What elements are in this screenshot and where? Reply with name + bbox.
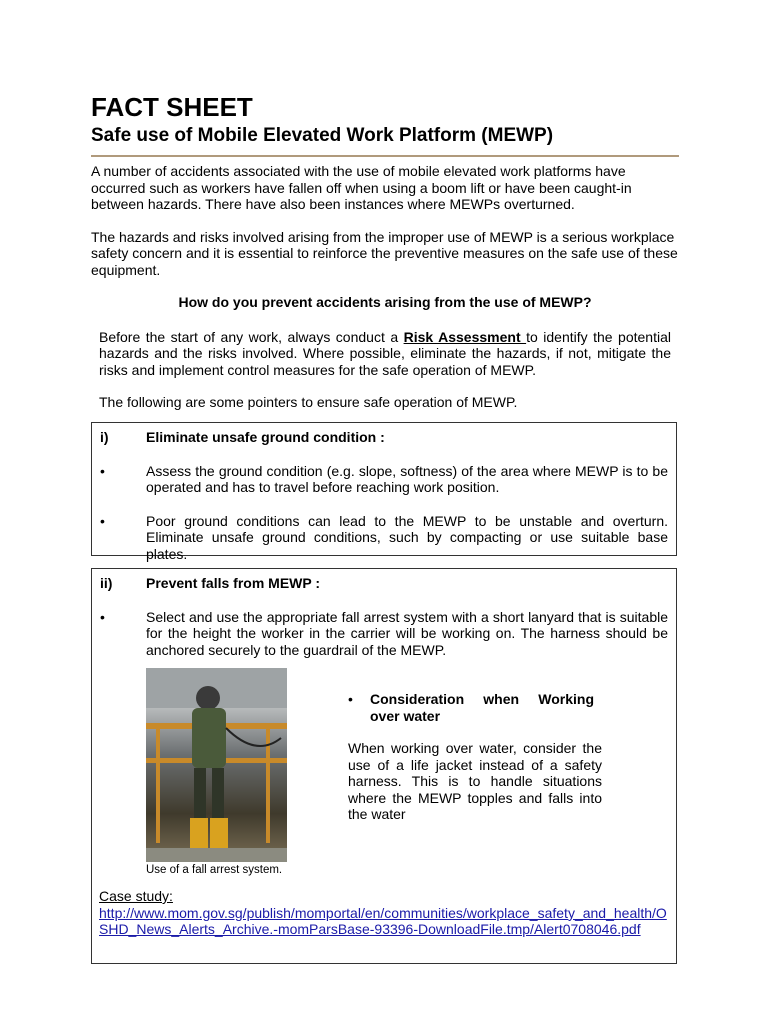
question-heading: How do you prevent accidents arising from the use of MEWP? (178, 294, 592, 310)
page-subtitle: Safe use of Mobile Elevated Work Platform (MEWP) (91, 125, 554, 146)
photo-caption: Use of a fall arrest system. (146, 864, 283, 876)
fall-arrest-photo (146, 668, 287, 862)
section-1-bullet-1: Assess the ground condition (e.g. slope, softness) of the area where MEWP is to be operated and has to travel before reaching work position. (146, 462, 668, 495)
intro-paragraph-1: A number of accidents associated with the use of mobile elevated work platforms have occurred such as workers have fallen off when using a boom lift or have been caught-in between hazards. There have also been instances where MEWPs overturned. (91, 163, 632, 212)
intro-paragraph-2: The hazards and risks involved arising from the improper use of MEWP is a serious workplace safety concern and it is essential to reinforce the preventive measures on the safe use of these equipment. (91, 228, 678, 278)
section-1-heading: Eliminate unsafe ground condition : (146, 429, 385, 445)
bullet-icon: • (348, 691, 353, 707)
section-1-heading-row (92, 429, 676, 446)
title-divider (91, 155, 679, 157)
document (91, 92, 679, 411)
list-item (92, 513, 676, 563)
section-2-heading: Prevent falls from MEWP : (146, 575, 321, 591)
section-1-number: i) (100, 429, 109, 445)
risk-paragraph (91, 329, 679, 379)
risk-assessment-link[interactable]: Risk Assessment (403, 328, 527, 345)
list-item (92, 609, 676, 659)
section-2-heading-row (92, 575, 676, 592)
side-heading-row (348, 691, 602, 724)
case-study-link[interactable]: http://www.mom.gov.sg/publish/momportal/en/communities/workplace_safety_and_health/OSHD_News_Alerts_Archive.-momParsBase-93396-DownloadFile.tmp/Alert0708046.pdf (99, 904, 667, 937)
bullet-icon: • (100, 512, 105, 529)
bullet-icon: • (100, 608, 105, 625)
section-2-number: ii) (100, 575, 113, 591)
risk-text-before: Before the start of any work, always conduct a (99, 328, 404, 345)
section-1-bullet-2: Poor ground conditions can lead to the MEWP to be unstable and overturn. Eliminate unsafe ground conditions, such by compacting or use suitable base plates. (146, 512, 668, 562)
page-title: FACT SHEET (91, 92, 253, 122)
side-note (348, 691, 602, 823)
bullet-icon: • (100, 462, 105, 479)
side-heading: Consideration when Working over water (370, 691, 594, 724)
case-study (99, 888, 669, 938)
side-text: When working over water, consider the use of a life jacket instead of a safety harness. This is to handle situations where the MEWP topples and falls into the water (348, 740, 602, 822)
section-ground-condition (91, 422, 677, 562)
section-2-bullet-1: Select and use the appropriate fall arrest system with a short lanyard that is suitable for the height the worker in the carrier will be working on. The harness should be anchored securely to the guardrail of the MEWP. (146, 608, 668, 658)
case-study-label: Case study: (99, 888, 173, 904)
list-item (92, 463, 676, 496)
risk-text-after: to identify the potential hazards and the risks involved. Where possible, eliminate the hazards, if not, mitigate the risks and implement control measures for the safe operation of MEWP. (99, 328, 671, 378)
pointers-paragraph: The following are some pointers to ensure safe operation of MEWP. (99, 394, 518, 410)
worker-illustration (146, 668, 287, 862)
